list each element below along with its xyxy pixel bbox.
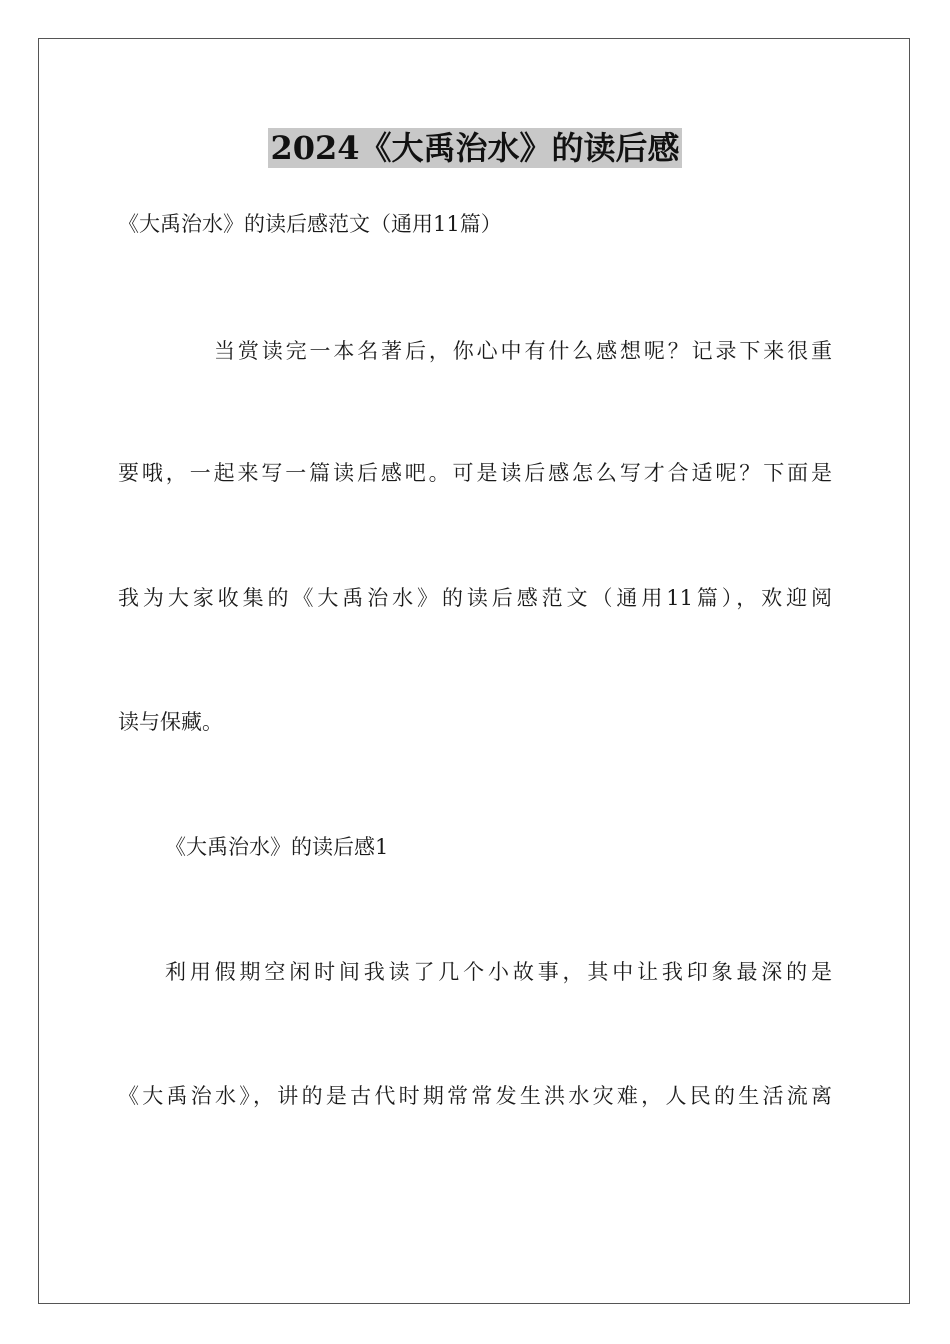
body-line-1: 利用假期空闲时间我读了几个小故事，其中让我印象最深的是: [165, 960, 832, 984]
title-container: [0, 128, 950, 168]
document-subtitle: 《大禹治水》的读后感范文（通用11篇）: [118, 212, 502, 236]
intro-line-3: 我为大家收集的《大禹治水》的读后感范文（通用11篇），欢迎阅: [118, 586, 832, 610]
intro-line-4: 读与保藏。: [118, 710, 223, 734]
section-heading: 《大禹治水》的读后感1: [165, 835, 389, 859]
intro-line-2: 要哦，一起来写一篇读后感吧。可是读后感怎么写才合适呢？下面是: [118, 461, 832, 485]
intro-line-1: 当赏读完一本名著后，你心中有什么感想呢？记录下来很重: [214, 339, 832, 363]
body-line-2: 《大禹治水》，讲的是古代时期常常发生洪水灾难，人民的生活流离: [118, 1084, 832, 1108]
document-title: 2024《大禹治水》的读后感: [270, 129, 680, 167]
